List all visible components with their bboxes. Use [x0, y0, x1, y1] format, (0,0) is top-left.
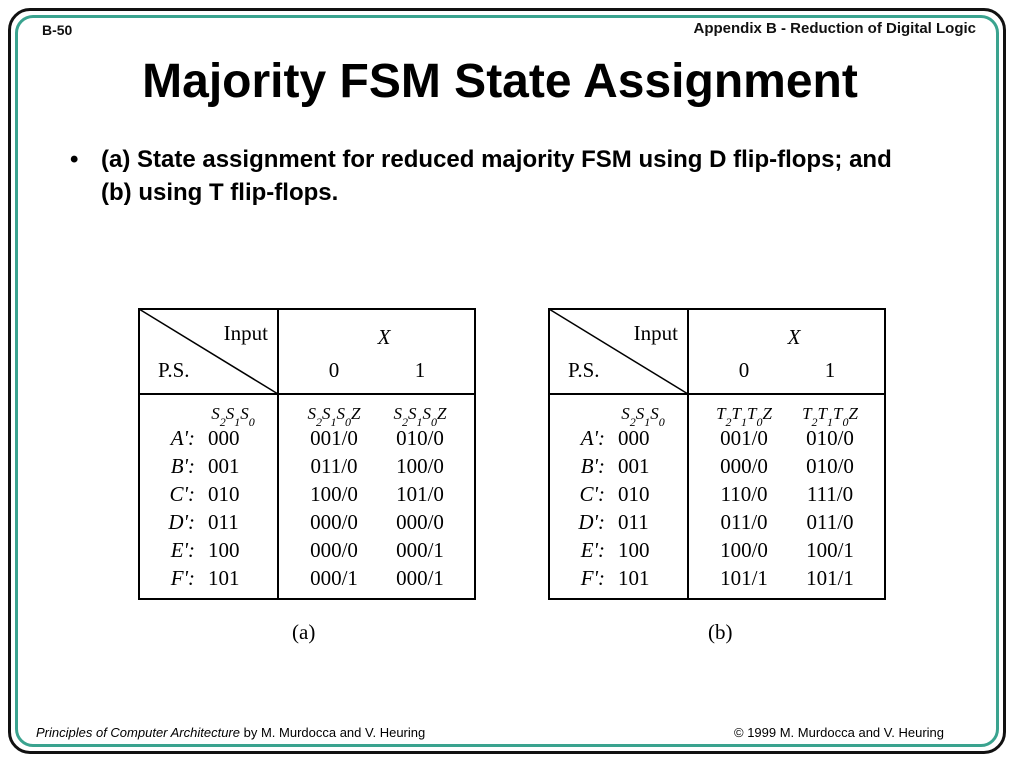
table-row	[170, 538, 444, 562]
next-state-x1: 101/1	[806, 566, 854, 590]
next-state-x0: 001/0	[310, 426, 358, 450]
state-code: 001	[208, 454, 240, 478]
state-code: 001	[618, 454, 650, 478]
table-row	[577, 510, 853, 534]
footer-book-title: Principles of Computer Architecture	[36, 725, 240, 740]
next-state-x1: 100/0	[396, 454, 444, 478]
slide-title: Majority FSM State Assignment	[142, 55, 858, 108]
state-name: B':	[580, 454, 605, 478]
next-state-x1: 000/0	[396, 510, 444, 534]
next-state-x0: 100/0	[720, 538, 768, 562]
state-name: D':	[168, 510, 195, 534]
table-row	[580, 482, 854, 506]
state-table-a	[138, 308, 476, 605]
next-state-x0: 000/0	[310, 538, 358, 562]
next-state-x0: 000/1	[310, 566, 358, 590]
footer-copyright: © 1999 M. Murdocca and V. Heuring	[734, 725, 944, 740]
state-code: 000	[618, 426, 650, 450]
next-state-x1: 010/0	[396, 426, 444, 450]
caption-a: (a)	[292, 620, 316, 644]
table-row	[170, 482, 444, 506]
input-column-1: 1	[824, 358, 836, 382]
state-name: F':	[170, 566, 195, 590]
state-name: A':	[170, 426, 195, 450]
next-state-header-0: $S_2S_1S_0Z$	[307, 404, 361, 429]
corner-label-present-state: P.S.	[158, 358, 190, 382]
input-column-0: 0	[738, 358, 750, 382]
next-state-x0: 011/0	[720, 510, 768, 534]
state-code: 010	[618, 482, 650, 506]
table-row	[581, 454, 854, 478]
next-state-x0: 011/0	[310, 454, 358, 478]
state-code: 101	[208, 566, 240, 590]
state-name: E':	[170, 538, 195, 562]
next-state-x1: 010/0	[806, 454, 854, 478]
bullet-icon: •	[70, 146, 79, 173]
footer-book	[36, 725, 425, 740]
table-row	[579, 426, 854, 450]
input-variable-label: X	[787, 325, 801, 349]
next-state-x1: 000/1	[396, 538, 444, 562]
state-code: 000	[208, 426, 240, 450]
next-state-header-1: $T_2T_1T_0Z$	[802, 404, 858, 429]
next-state-header-0: $T_2T_1T_0Z$	[716, 404, 772, 429]
next-state-x0: 101/1	[720, 566, 768, 590]
state-name: D':	[578, 510, 605, 534]
next-state-x0: 001/0	[720, 426, 768, 450]
input-column-1: 1	[414, 358, 426, 382]
state-code: 100	[618, 538, 650, 562]
state-code: 100	[208, 538, 240, 562]
state-name: C':	[579, 482, 605, 506]
table-row	[171, 454, 444, 478]
next-state-x0: 100/0	[310, 482, 358, 506]
bullet-text: (a) State assignment for reduced majority FSM using D flip-flops; and (b) using T flip-flops.	[101, 146, 892, 206]
next-state-x0: 000/0	[310, 510, 358, 534]
state-table-b	[548, 308, 886, 605]
corner-label-input: Input	[223, 321, 268, 345]
input-column-0: 0	[328, 358, 340, 382]
input-variable-label: X	[377, 325, 391, 349]
corner-label-input: Input	[633, 321, 678, 345]
state-code: 101	[618, 566, 650, 590]
present-state-code-header: $S_2S_1S_0$	[211, 404, 255, 429]
state-name: F':	[580, 566, 605, 590]
next-state-x1: 101/0	[396, 482, 444, 506]
next-state-header-1: $S_2S_1S_0Z$	[393, 404, 447, 429]
next-state-x1: 010/0	[806, 426, 854, 450]
table-row	[167, 510, 444, 534]
state-table-b-svg	[548, 308, 886, 600]
table-row	[170, 566, 444, 590]
next-state-x1: 111/0	[806, 482, 854, 506]
present-state-code-header: $S_2S_1S_0$	[621, 404, 665, 429]
next-state-x1: 011/0	[806, 510, 854, 534]
table-row	[169, 426, 444, 450]
state-name: C':	[169, 482, 195, 506]
next-state-x1: 000/1	[396, 566, 444, 590]
table-row	[580, 538, 854, 562]
next-state-x1: 100/1	[806, 538, 854, 562]
footer-authors: by M. Murdocca and V. Heuring	[240, 725, 426, 740]
next-state-x0: 000/0	[720, 454, 768, 478]
appendix-header: Appendix B - Reduction of Digital Logic	[693, 20, 976, 37]
state-name: A':	[580, 426, 605, 450]
state-code: 011	[208, 510, 239, 534]
table-row	[580, 566, 854, 590]
next-state-x0: 110/0	[720, 482, 768, 506]
state-code: 011	[618, 510, 649, 534]
bullet-point	[70, 143, 920, 209]
state-name: B':	[170, 454, 195, 478]
slide-number: B-50	[42, 22, 73, 38]
state-name: E':	[580, 538, 605, 562]
state-table-a-svg	[138, 308, 476, 600]
corner-label-present-state: P.S.	[568, 358, 600, 382]
caption-b: (b)	[708, 620, 733, 644]
state-code: 010	[208, 482, 240, 506]
